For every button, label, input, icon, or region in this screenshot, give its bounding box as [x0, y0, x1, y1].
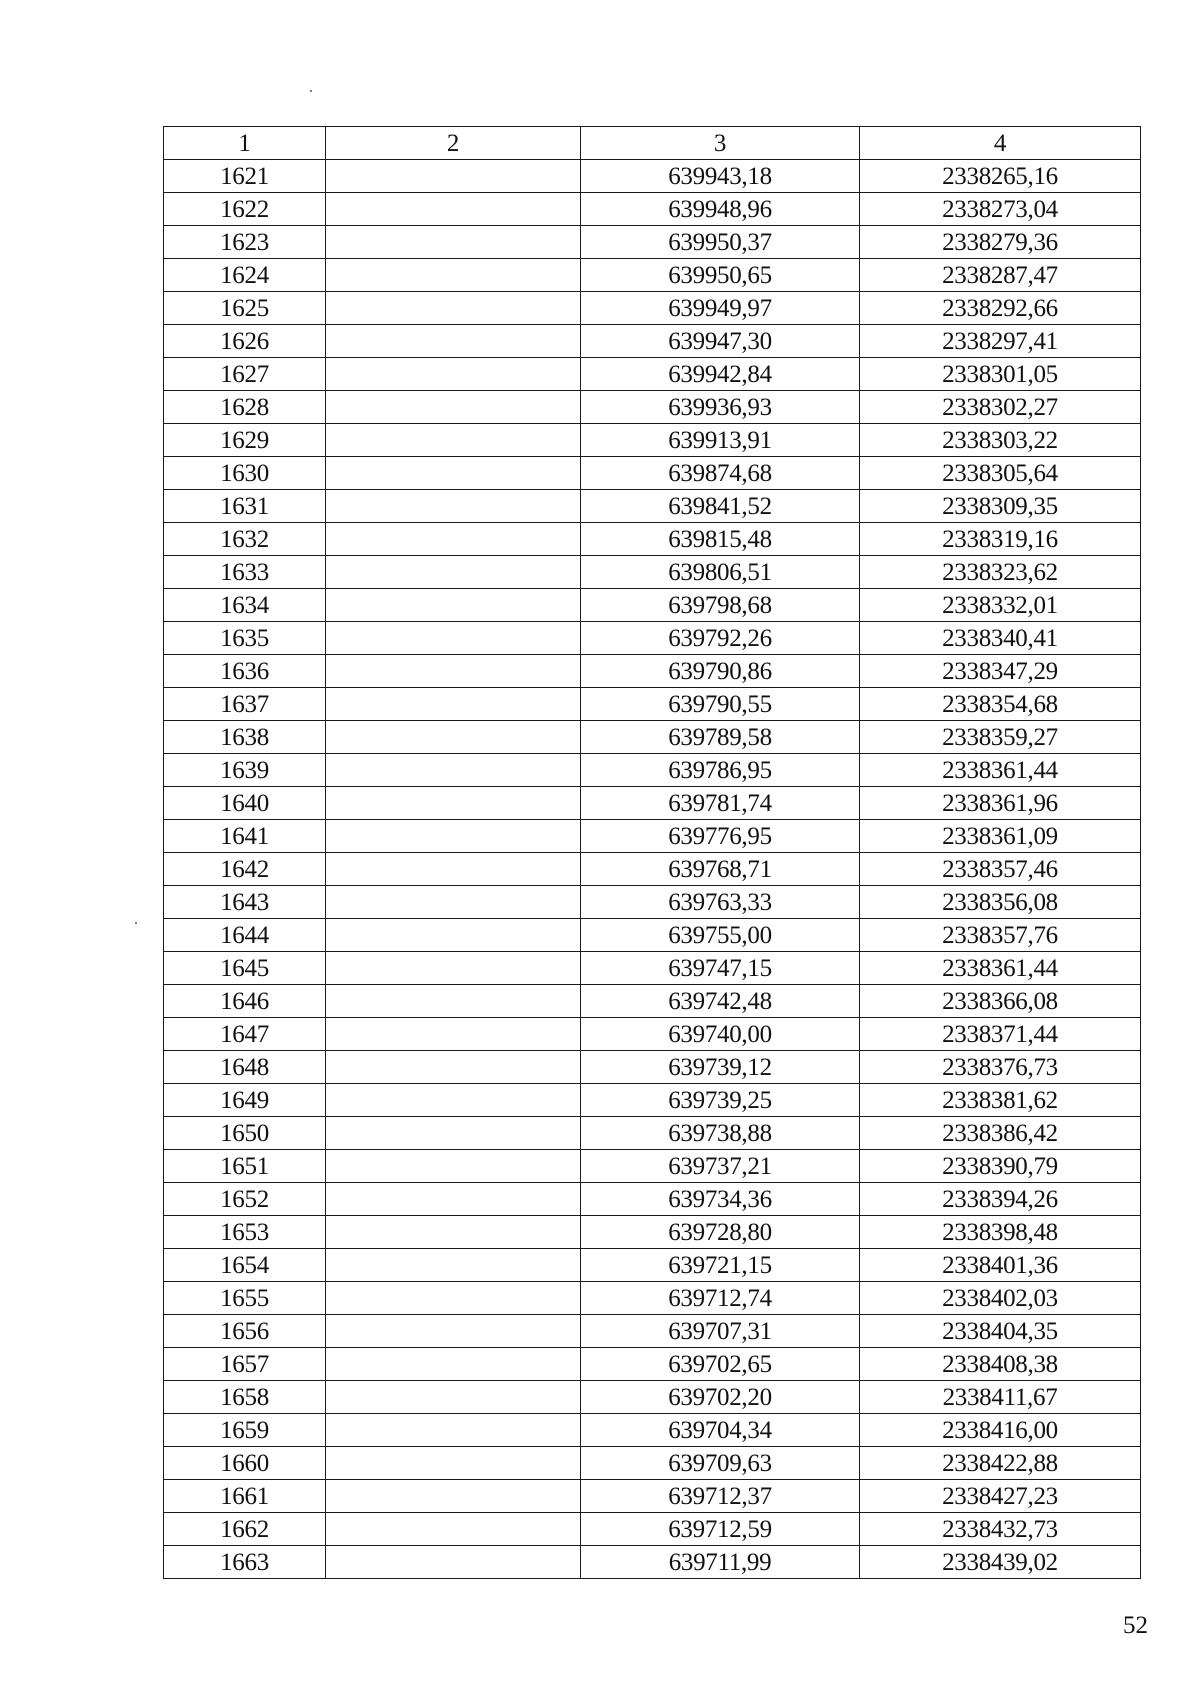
- table-row: [164, 1216, 1141, 1249]
- point-number-cell: 1660: [164, 1447, 326, 1480]
- table-row: [164, 226, 1141, 259]
- description-cell: [326, 952, 581, 985]
- y-coordinate-cell: 2338319,16: [860, 523, 1141, 556]
- description-cell: [326, 622, 581, 655]
- point-number-cell: 1644: [164, 919, 326, 952]
- description-cell: [326, 1051, 581, 1084]
- y-coordinate-cell: 2338402,03: [860, 1282, 1141, 1315]
- x-coordinate-cell: 639712,59: [581, 1513, 860, 1546]
- table-row: [164, 391, 1141, 424]
- x-coordinate-cell: 639721,15: [581, 1249, 860, 1282]
- point-number-cell: 1624: [164, 259, 326, 292]
- point-number-cell: 1628: [164, 391, 326, 424]
- table-row: [164, 1249, 1141, 1282]
- point-number-cell: 1643: [164, 886, 326, 919]
- y-coordinate-cell: 2338323,62: [860, 556, 1141, 589]
- x-coordinate-cell: 639948,96: [581, 193, 860, 226]
- description-cell: [326, 820, 581, 853]
- description-cell: [326, 1018, 581, 1051]
- y-coordinate-cell: 2338287,47: [860, 259, 1141, 292]
- description-cell: [326, 1249, 581, 1282]
- table-row: [164, 490, 1141, 523]
- x-coordinate-cell: 639790,55: [581, 688, 860, 721]
- y-coordinate-cell: 2338427,23: [860, 1480, 1141, 1513]
- y-coordinate-cell: 2338390,79: [860, 1150, 1141, 1183]
- description-cell: [326, 325, 581, 358]
- x-coordinate-cell: 639747,15: [581, 952, 860, 985]
- y-coordinate-cell: 2338361,44: [860, 952, 1141, 985]
- x-coordinate-cell: 639763,33: [581, 886, 860, 919]
- x-coordinate-cell: 639936,93: [581, 391, 860, 424]
- point-number-cell: 1621: [164, 160, 326, 193]
- x-coordinate-cell: 639711,99: [581, 1546, 860, 1579]
- x-coordinate-cell: 639942,84: [581, 358, 860, 391]
- table-row: [164, 160, 1141, 193]
- table-row: [164, 688, 1141, 721]
- description-cell: [326, 919, 581, 952]
- point-number-cell: 1655: [164, 1282, 326, 1315]
- description-cell: [326, 160, 581, 193]
- description-cell: [326, 1348, 581, 1381]
- y-coordinate-cell: 2338411,67: [860, 1381, 1141, 1414]
- point-number-cell: 1630: [164, 457, 326, 490]
- column-header: 2: [326, 127, 581, 160]
- x-coordinate-cell: 639943,18: [581, 160, 860, 193]
- point-number-cell: 1650: [164, 1117, 326, 1150]
- description-cell: [326, 457, 581, 490]
- point-number-cell: 1662: [164, 1513, 326, 1546]
- description-cell: [326, 721, 581, 754]
- table-row: [164, 457, 1141, 490]
- x-coordinate-cell: 639950,65: [581, 259, 860, 292]
- y-coordinate-cell: 2338359,27: [860, 721, 1141, 754]
- y-coordinate-cell: 2338265,16: [860, 160, 1141, 193]
- x-coordinate-cell: 639737,21: [581, 1150, 860, 1183]
- point-number-cell: 1649: [164, 1084, 326, 1117]
- x-coordinate-cell: 639707,31: [581, 1315, 860, 1348]
- description-cell: [326, 655, 581, 688]
- table-row: [164, 1150, 1141, 1183]
- x-coordinate-cell: 639798,68: [581, 589, 860, 622]
- table-row: [164, 1447, 1141, 1480]
- page-number: 52: [1123, 1612, 1148, 1639]
- x-coordinate-cell: 639841,52: [581, 490, 860, 523]
- y-coordinate-cell: 2338332,01: [860, 589, 1141, 622]
- x-coordinate-cell: 639786,95: [581, 754, 860, 787]
- description-cell: [326, 787, 581, 820]
- table-row: [164, 1546, 1141, 1579]
- point-number-cell: 1663: [164, 1546, 326, 1579]
- description-cell: [326, 424, 581, 457]
- x-coordinate-cell: 639806,51: [581, 556, 860, 589]
- point-number-cell: 1656: [164, 1315, 326, 1348]
- description-cell: [326, 556, 581, 589]
- column-header: 4: [860, 127, 1141, 160]
- table-body: [164, 160, 1141, 1579]
- x-coordinate-cell: 639815,48: [581, 523, 860, 556]
- description-cell: [326, 1414, 581, 1447]
- description-cell: [326, 1315, 581, 1348]
- y-coordinate-cell: 2338340,41: [860, 622, 1141, 655]
- x-coordinate-cell: 639947,30: [581, 325, 860, 358]
- x-coordinate-cell: 639734,36: [581, 1183, 860, 1216]
- x-coordinate-cell: 639702,65: [581, 1348, 860, 1381]
- table-row: [164, 721, 1141, 754]
- x-coordinate-cell: 639742,48: [581, 985, 860, 1018]
- table-row: [164, 1282, 1141, 1315]
- point-number-cell: 1625: [164, 292, 326, 325]
- description-cell: [326, 853, 581, 886]
- description-cell: [326, 490, 581, 523]
- table-row: [164, 556, 1141, 589]
- scan-speck: [135, 922, 137, 924]
- x-coordinate-cell: 639792,26: [581, 622, 860, 655]
- point-number-cell: 1629: [164, 424, 326, 457]
- point-number-cell: 1652: [164, 1183, 326, 1216]
- x-coordinate-cell: 639738,88: [581, 1117, 860, 1150]
- x-coordinate-cell: 639709,63: [581, 1447, 860, 1480]
- y-coordinate-cell: 2338303,22: [860, 424, 1141, 457]
- point-number-cell: 1637: [164, 688, 326, 721]
- point-number-cell: 1622: [164, 193, 326, 226]
- y-coordinate-cell: 2338439,02: [860, 1546, 1141, 1579]
- point-number-cell: 1640: [164, 787, 326, 820]
- y-coordinate-cell: 2338279,36: [860, 226, 1141, 259]
- point-number-cell: 1636: [164, 655, 326, 688]
- table-row: [164, 1414, 1141, 1447]
- x-coordinate-cell: 639874,68: [581, 457, 860, 490]
- table-row: [164, 1513, 1141, 1546]
- point-number-cell: 1654: [164, 1249, 326, 1282]
- table-row: [164, 1084, 1141, 1117]
- description-cell: [326, 1480, 581, 1513]
- point-number-cell: 1642: [164, 853, 326, 886]
- description-cell: [326, 1282, 581, 1315]
- table-row: [164, 886, 1141, 919]
- point-number-cell: 1623: [164, 226, 326, 259]
- point-number-cell: 1626: [164, 325, 326, 358]
- point-number-cell: 1641: [164, 820, 326, 853]
- point-number-cell: 1659: [164, 1414, 326, 1447]
- x-coordinate-cell: 639789,58: [581, 721, 860, 754]
- table-row: [164, 1117, 1141, 1150]
- description-cell: [326, 589, 581, 622]
- table-row: [164, 919, 1141, 952]
- y-coordinate-cell: 2338381,62: [860, 1084, 1141, 1117]
- x-coordinate-cell: 639755,00: [581, 919, 860, 952]
- point-number-cell: 1651: [164, 1150, 326, 1183]
- y-coordinate-cell: 2338394,26: [860, 1183, 1141, 1216]
- y-coordinate-cell: 2338366,08: [860, 985, 1141, 1018]
- x-coordinate-cell: 639739,12: [581, 1051, 860, 1084]
- table-row: [164, 358, 1141, 391]
- table-row: [164, 1480, 1141, 1513]
- y-coordinate-cell: 2338361,96: [860, 787, 1141, 820]
- x-coordinate-cell: 639728,80: [581, 1216, 860, 1249]
- table-row: [164, 1018, 1141, 1051]
- point-number-cell: 1645: [164, 952, 326, 985]
- y-coordinate-cell: 2338302,27: [860, 391, 1141, 424]
- table-row: [164, 424, 1141, 457]
- description-cell: [326, 1084, 581, 1117]
- point-number-cell: 1634: [164, 589, 326, 622]
- description-cell: [326, 1381, 581, 1414]
- point-number-cell: 1661: [164, 1480, 326, 1513]
- point-number-cell: 1646: [164, 985, 326, 1018]
- table-row: [164, 1315, 1141, 1348]
- x-coordinate-cell: 639704,34: [581, 1414, 860, 1447]
- table-row: [164, 1348, 1141, 1381]
- y-coordinate-cell: 2338357,76: [860, 919, 1141, 952]
- y-coordinate-cell: 2338432,73: [860, 1513, 1141, 1546]
- description-cell: [326, 226, 581, 259]
- description-cell: [326, 1183, 581, 1216]
- description-cell: [326, 754, 581, 787]
- y-coordinate-cell: 2338297,41: [860, 325, 1141, 358]
- y-coordinate-cell: 2338347,29: [860, 655, 1141, 688]
- y-coordinate-cell: 2338354,68: [860, 688, 1141, 721]
- description-cell: [326, 1546, 581, 1579]
- point-number-cell: 1658: [164, 1381, 326, 1414]
- x-coordinate-cell: 639949,97: [581, 292, 860, 325]
- description-cell: [326, 1150, 581, 1183]
- x-coordinate-cell: 639776,95: [581, 820, 860, 853]
- point-number-cell: 1635: [164, 622, 326, 655]
- x-coordinate-cell: 639790,86: [581, 655, 860, 688]
- point-number-cell: 1648: [164, 1051, 326, 1084]
- y-coordinate-cell: 2338292,66: [860, 292, 1141, 325]
- x-coordinate-cell: 639740,00: [581, 1018, 860, 1051]
- table-row: [164, 1051, 1141, 1084]
- table-row: [164, 787, 1141, 820]
- table-header-row: [164, 127, 1141, 160]
- point-number-cell: 1657: [164, 1348, 326, 1381]
- table-row: [164, 820, 1141, 853]
- table-row: [164, 1183, 1141, 1216]
- x-coordinate-cell: 639712,74: [581, 1282, 860, 1315]
- table-row: [164, 754, 1141, 787]
- column-header: 3: [581, 127, 860, 160]
- x-coordinate-cell: 639702,20: [581, 1381, 860, 1414]
- coordinates-table: [163, 126, 1141, 1579]
- table-row: [164, 259, 1141, 292]
- point-number-cell: 1638: [164, 721, 326, 754]
- description-cell: [326, 391, 581, 424]
- description-cell: [326, 193, 581, 226]
- point-number-cell: 1631: [164, 490, 326, 523]
- table-row: [164, 1381, 1141, 1414]
- table-row: [164, 952, 1141, 985]
- y-coordinate-cell: 2338361,09: [860, 820, 1141, 853]
- y-coordinate-cell: 2338398,48: [860, 1216, 1141, 1249]
- description-cell: [326, 1513, 581, 1546]
- x-coordinate-cell: 639781,74: [581, 787, 860, 820]
- description-cell: [326, 688, 581, 721]
- point-number-cell: 1633: [164, 556, 326, 589]
- table-row: [164, 853, 1141, 886]
- y-coordinate-cell: 2338309,35: [860, 490, 1141, 523]
- description-cell: [326, 1117, 581, 1150]
- x-coordinate-cell: 639712,37: [581, 1480, 860, 1513]
- y-coordinate-cell: 2338408,38: [860, 1348, 1141, 1381]
- description-cell: [326, 523, 581, 556]
- table-row: [164, 325, 1141, 358]
- point-number-cell: 1647: [164, 1018, 326, 1051]
- table-row: [164, 292, 1141, 325]
- x-coordinate-cell: 639768,71: [581, 853, 860, 886]
- description-cell: [326, 358, 581, 391]
- y-coordinate-cell: 2338371,44: [860, 1018, 1141, 1051]
- y-coordinate-cell: 2338416,00: [860, 1414, 1141, 1447]
- table-row: [164, 985, 1141, 1018]
- description-cell: [326, 1447, 581, 1480]
- y-coordinate-cell: 2338401,36: [860, 1249, 1141, 1282]
- y-coordinate-cell: 2338357,46: [860, 853, 1141, 886]
- table-row: [164, 589, 1141, 622]
- table-row: [164, 655, 1141, 688]
- column-header: 1: [164, 127, 326, 160]
- y-coordinate-cell: 2338422,88: [860, 1447, 1141, 1480]
- y-coordinate-cell: 2338301,05: [860, 358, 1141, 391]
- table-row: [164, 622, 1141, 655]
- y-coordinate-cell: 2338386,42: [860, 1117, 1141, 1150]
- description-cell: [326, 1216, 581, 1249]
- point-number-cell: 1639: [164, 754, 326, 787]
- y-coordinate-cell: 2338404,35: [860, 1315, 1141, 1348]
- description-cell: [326, 886, 581, 919]
- description-cell: [326, 985, 581, 1018]
- x-coordinate-cell: 639913,91: [581, 424, 860, 457]
- y-coordinate-cell: 2338356,08: [860, 886, 1141, 919]
- table-row: [164, 193, 1141, 226]
- y-coordinate-cell: 2338376,73: [860, 1051, 1141, 1084]
- x-coordinate-cell: 639950,37: [581, 226, 860, 259]
- y-coordinate-cell: 2338361,44: [860, 754, 1141, 787]
- y-coordinate-cell: 2338305,64: [860, 457, 1141, 490]
- point-number-cell: 1627: [164, 358, 326, 391]
- point-number-cell: 1653: [164, 1216, 326, 1249]
- table-row: [164, 523, 1141, 556]
- description-cell: [326, 292, 581, 325]
- point-number-cell: 1632: [164, 523, 326, 556]
- scan-speck: [310, 90, 312, 92]
- y-coordinate-cell: 2338273,04: [860, 193, 1141, 226]
- description-cell: [326, 259, 581, 292]
- x-coordinate-cell: 639739,25: [581, 1084, 860, 1117]
